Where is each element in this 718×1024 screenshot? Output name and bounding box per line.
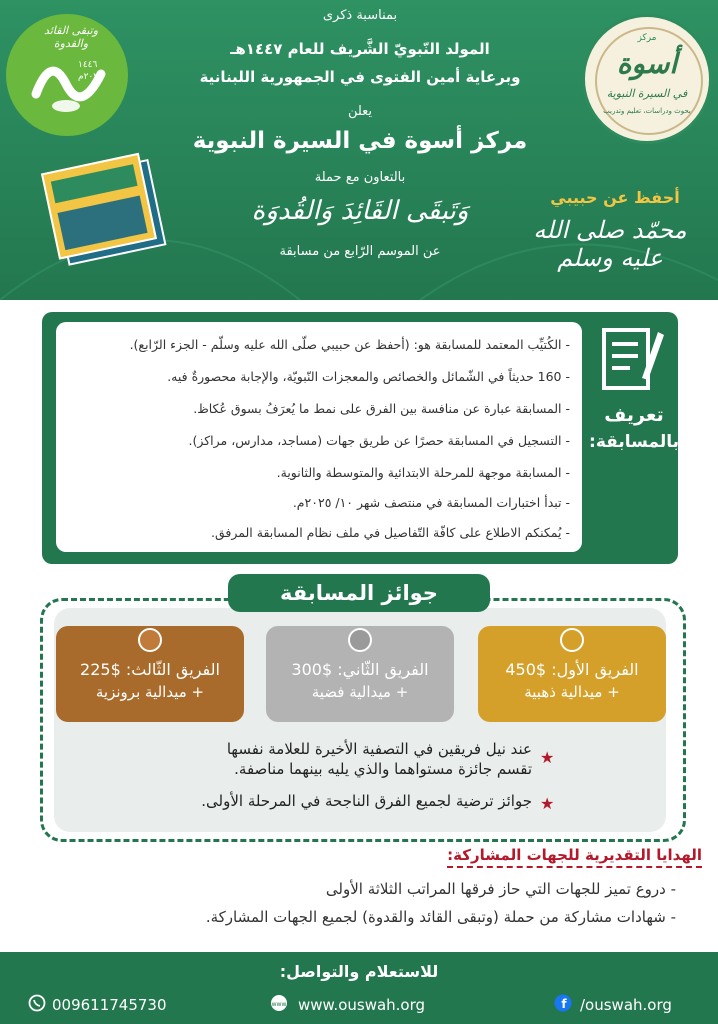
bronze-medal-icon	[138, 628, 162, 652]
badge-date-hijri: ١٤٤٦	[78, 60, 98, 70]
prize-label: الفريق الثّاني: $300	[291, 660, 429, 679]
logo-ring	[595, 27, 703, 135]
prize-note-consolation: جوائز ترضية لجميع الفرق الناجحة في المرحلة الأولى.	[201, 792, 532, 810]
prize-label: الفريق الأول: $450	[505, 660, 639, 679]
gift-item: - دروع تميز للجهات التي حاز فرقها المراتب الثلاثة الأولى	[325, 880, 676, 898]
rule-item: - يُمكنكم الاطلاع على كافّة التّفاصيل في ملف نظام المسابقة المرفق.	[210, 525, 570, 540]
prize-note-tie-2: تقسم جائزة مستواهما والذي يليه بينهما مناصفة.	[234, 760, 532, 778]
header-line-announces: يعلن	[347, 104, 373, 119]
header-line-mawlid: المولد النّبويّ الشَّريف للعام ١٤٤٧هـ	[230, 40, 490, 58]
campaign-badge	[6, 14, 128, 136]
star-icon: ★	[540, 794, 555, 813]
gold-medal-icon	[560, 628, 584, 652]
header-line-patronage: وبرعاية أمين الفتوى في الجمهورية اللبنانية	[199, 68, 521, 86]
rule-item: - المسابقة موجهة للمرحلة الابتدائية والمتوسطة والثانوية.	[276, 465, 570, 480]
booklet-photo	[57, 196, 147, 251]
facebook-icon	[554, 994, 572, 1012]
contact-title: للاستعلام والتواصل:	[279, 962, 439, 981]
badge-title: وتبقى القائد والقدوة	[43, 24, 99, 50]
book-calligraphy: محمّد صلى الله عليه وسلم	[533, 216, 687, 272]
campaign-name: وَتَبقَى القَائِدَ وَالقُدوَة	[251, 196, 469, 226]
definition-title-2: بالمسابقة:	[589, 432, 679, 452]
prize-extra: + ميدالية فضية	[311, 683, 409, 701]
definition-title-1: تعريف	[604, 404, 664, 426]
facebook-link[interactable]: /ouswah.org	[580, 996, 672, 1014]
prize-extra: + ميدالية ذهبية	[524, 683, 620, 701]
rule-item: - المسابقة عبارة عن منافسة بين الفرق على نمط ما يُعرَفُ بسوق عُكاظ.	[193, 401, 570, 416]
header-line-occasion: بمناسبة ذكرى	[322, 8, 398, 23]
header-banner	[0, 0, 718, 300]
whatsapp-icon	[28, 994, 46, 1012]
document-pen-icon	[598, 322, 666, 394]
prize-label: الفريق الثّالث: $225	[80, 660, 220, 679]
gifts-title: الهدايا التقديرية للجهات المشاركة:	[447, 846, 702, 868]
rule-item: - الكُتيِّب المعتمد للمسابقة هو: (أحفظ عن حبيبي صلّى الله عليه وسلّم - الجزء الرّابع).	[129, 337, 570, 352]
logo-main-text: أسوة	[616, 47, 678, 80]
phone-number[interactable]: 009611745730	[52, 996, 167, 1014]
globe-icon	[270, 994, 288, 1012]
badge-date-gregorian: ٢٠٢٥م	[78, 72, 103, 82]
prize-extra: + ميدالية برونزية	[95, 683, 205, 701]
svg-text:www: www	[271, 1001, 287, 1008]
logo-tagline: بحوث ودراسات، تعليم وتدريب	[603, 107, 691, 115]
book-title: أحفظ عن حبيبي	[550, 188, 680, 207]
gift-item: - شهادات مشاركة من حملة (وتبقى القائد والقدوة) لجميع الجهات المشاركة.	[205, 908, 676, 926]
booklet-title-band	[51, 164, 138, 203]
prize-note-tie-1: عند نيل فريقين في التصفية الأخيرة للعلامة نفسها	[226, 740, 532, 758]
svg-text:f: f	[561, 997, 567, 1011]
header-line-cooperation: بالتعاون مع حملة	[314, 170, 406, 185]
ouswah-logo	[582, 14, 712, 144]
logo-top-text: مركز	[637, 33, 657, 43]
center-name: مركز أسوة في السيرة النبوية	[192, 128, 528, 154]
header-line-season: عن الموسم الرّابع من مسابقة	[279, 244, 441, 259]
rule-item: - التسجيل في المسابقة حصرًا عن طريق جهات (مساجد، مدارس، مراكز).	[188, 433, 570, 448]
silver-medal-icon	[348, 628, 372, 652]
logo-sub-text: في السيرة النبوية	[606, 87, 688, 100]
star-icon: ★	[540, 748, 555, 767]
rule-item: - 160 حديثاً في الشّمائل والخصائص والمعجزات النّبويّة، والإجابة محصورةٌ فيه.	[167, 369, 570, 384]
rule-item: - تبدأ اختبارات المسابقة في منتصف شهر ١٠/ ٢٠٢٥م.	[292, 495, 570, 510]
prizes-title: جوائز المسابقة	[228, 574, 490, 612]
website-link[interactable]: www.ouswah.org	[298, 996, 426, 1014]
